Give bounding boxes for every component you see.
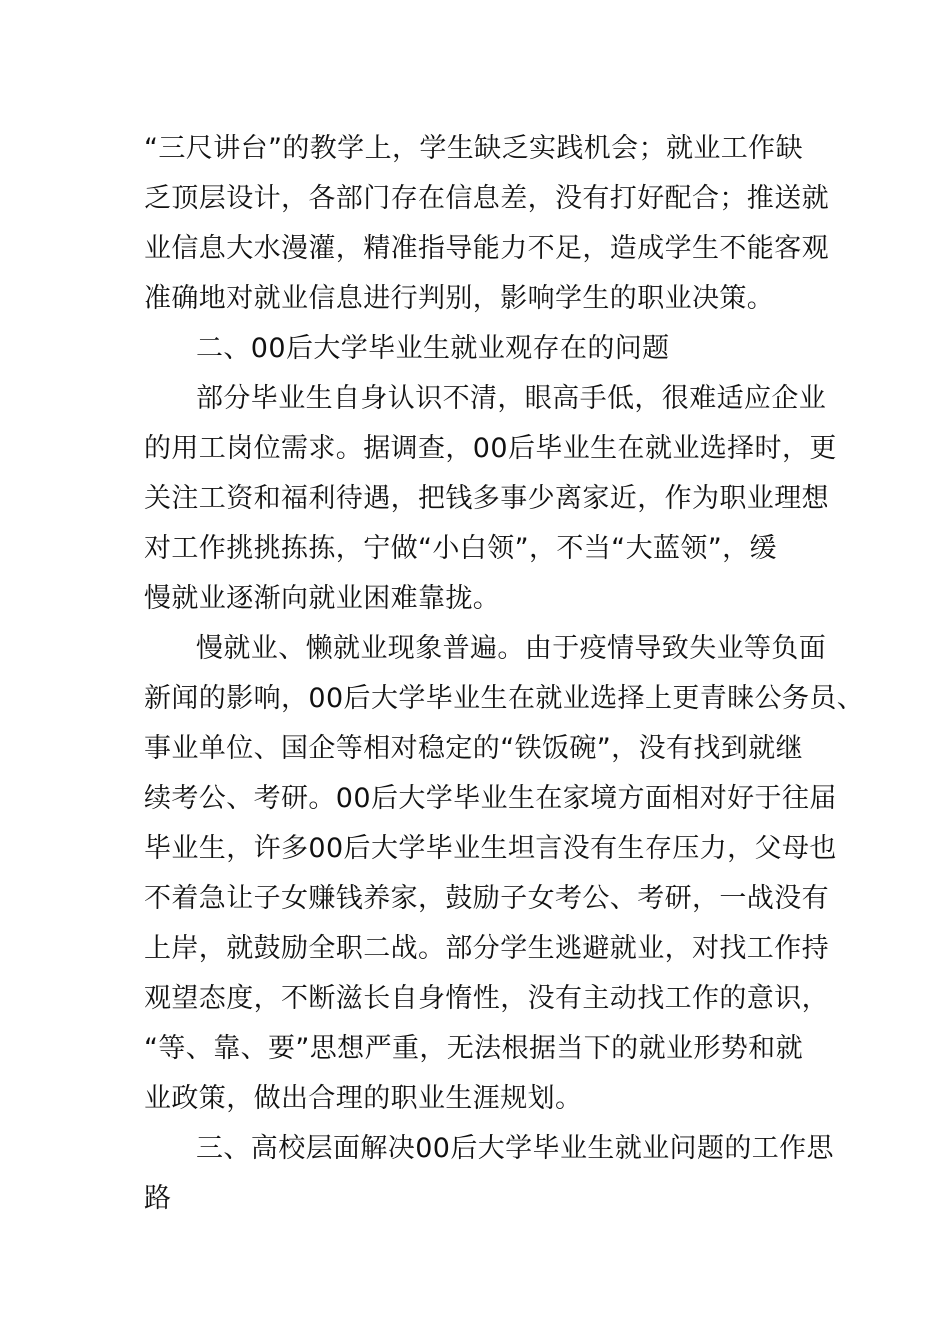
section-heading: 三、高校层面解决00后大学毕业生就业问题的工作思: [196, 1133, 834, 1164]
paragraph-line: “三尺讲台”的教学上，学生缺乏实践机会；就业工作缺: [144, 133, 803, 164]
paragraph-line: 的用工岗位需求。据调查，00后毕业生在就业选择时，更: [144, 433, 837, 464]
paragraph-line: 业信息大水漫灌，精准指导能力不足，造成学生不能客观: [144, 233, 829, 264]
paragraph-line: “等、靠、要”思想严重，无法根据当下的就业形势和就: [144, 1033, 803, 1064]
document-body: [144, 124, 865, 1224]
paragraph-line: 不着急让子女赚钱养家，鼓励子女考公、考研，一战没有: [144, 883, 829, 914]
paragraph-line: 续考公、考研。00后大学毕业生在家境方面相对好于往届: [144, 783, 837, 814]
paragraph-line: 慢就业、懒就业现象普遍。由于疫情导致失业等负面: [196, 633, 827, 664]
paragraph-line: 关注工资和福利待遇，把钱多事少离家近，作为职业理想: [144, 483, 829, 514]
paragraph-line: 新闻的影响，00后大学毕业生在就业选择上更青睐公务员、: [144, 683, 865, 714]
paragraph-line: 业政策，做出合理的职业生涯规划。: [144, 1083, 583, 1114]
paragraph-line: 准确地对就业信息进行判别，影响学生的职业决策。: [144, 283, 775, 314]
paragraph-line: 上岸，就鼓励全职二战。部分学生逃避就业，对找工作持: [144, 933, 829, 964]
paragraph-line: 对工作挑挑拣拣，宁做“小白领”，不当“大蓝领”，缓: [144, 533, 777, 564]
paragraph-line: 慢就业逐渐向就业困难靠拢。: [144, 583, 501, 614]
section-heading-continued: 路: [144, 1183, 172, 1214]
paragraph-line: 毕业生，许多00后大学毕业生坦言没有生存压力，父母也: [144, 833, 837, 864]
paragraph-line: 事业单位、国企等相对稳定的“铁饭碗”，没有找到就继: [144, 733, 803, 764]
paragraph-line: 观望态度，不断滋长自身惰性，没有主动找工作的意识，: [144, 983, 829, 1014]
section-heading: 二、00后大学毕业生就业观存在的问题: [196, 333, 670, 364]
paragraph-line: 部分毕业生自身认识不清，眼高手低，很难适应企业: [196, 383, 827, 414]
paragraph-line: 乏顶层设计，各部门存在信息差，没有打好配合；推送就: [144, 183, 829, 214]
